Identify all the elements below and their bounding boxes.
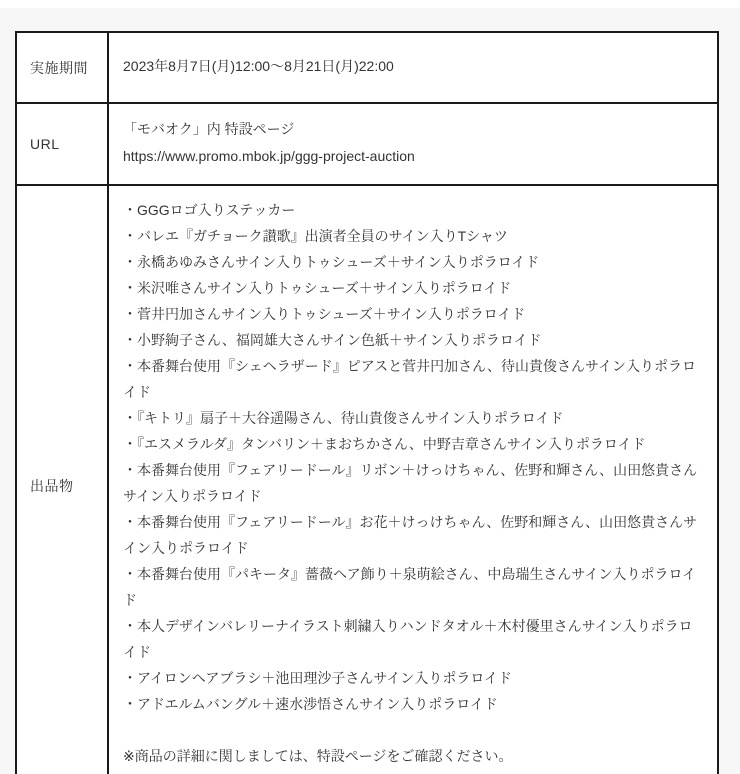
list-item: ・本人デザインバレリーナイラスト刺繍入りハンドタオル＋木村優里さんサイン入りポラロイド — [123, 618, 693, 660]
auction-info-table — [15, 31, 719, 774]
list-item: ・アイロンヘアブラシ＋池田理沙子さんサイン入りポラロイド — [123, 670, 512, 686]
items-list — [123, 197, 703, 717]
list-item: ・『エスメラルダ』タンバリン＋まおちかさん、中野吉章さんサイン入りポラロイド — [123, 436, 646, 452]
list-item: ・本番舞台使用『パキータ』薔薇ヘア飾り＋泉萌絵さん、中島瑞生さんサイン入りポラロイド — [123, 566, 697, 608]
list-item: ・本番舞台使用『フェアリードール』お花＋けっけちゃん、佐野和輝さん、山田悠貴さんサイン入りポラロイド — [123, 514, 698, 556]
list-item: ・本番舞台使用『フェアリードール』リボン＋けっけちゃん、佐野和輝さん、山田悠貴さんサイン入りポラロイド — [123, 462, 698, 504]
list-item: ・米沢唯さんサイン入りトゥシューズ＋サイン入りポラロイド — [123, 280, 512, 296]
list-item: ・菅井円加さんサイン入りトゥシューズ＋サイン入りポラロイド — [123, 306, 526, 322]
list-item: ・本番舞台使用『シェヘラザード』ピアスと菅井円加さん、待山貴俊さんサイン入りポラロイド — [123, 358, 697, 400]
url-address: https://www.promo.mbok.jp/ggg-project-auction — [123, 148, 415, 164]
url-value-cell — [108, 103, 718, 185]
list-item: ・『キトリ』扇子＋大谷遥陽さん、待山貴俊さんサイン入りポラロイド — [123, 410, 564, 426]
items-value-cell — [108, 185, 718, 774]
list-item: ・バレエ『ガチョーク讃歌』出演者全員のサイン入りTシャツ — [123, 228, 508, 244]
list-item: ・GGGロゴ入りステッカー — [123, 202, 296, 218]
url-page-name: 「モバオク」内 特設ページ — [123, 121, 295, 137]
top-white-strip — [0, 0, 740, 8]
list-item: ・小野絢子さん、福岡雄大さんサイン色紙＋サイン入りポラロイド — [123, 332, 542, 348]
items-note: ※商品の詳細に関しましては、特設ページをご確認ください。 — [123, 748, 513, 764]
table-row-url — [16, 103, 718, 185]
table-row-items — [16, 185, 718, 774]
url-label: URL — [16, 103, 108, 185]
list-item: ・アドエルムバングル＋速水渉悟さんサイン入りポラロイド — [123, 696, 498, 712]
period-value: 2023年8月7日(月)12:00〜8月21日(月)22:00 — [123, 58, 394, 74]
period-label: 実施期間 — [16, 32, 108, 103]
table-row-period — [16, 32, 718, 103]
period-value-cell — [108, 32, 718, 103]
list-item: ・永橋あゆみさんサイン入りトゥシューズ＋サイン入りポラロイド — [123, 254, 540, 270]
items-label: 出品物 — [16, 185, 108, 774]
